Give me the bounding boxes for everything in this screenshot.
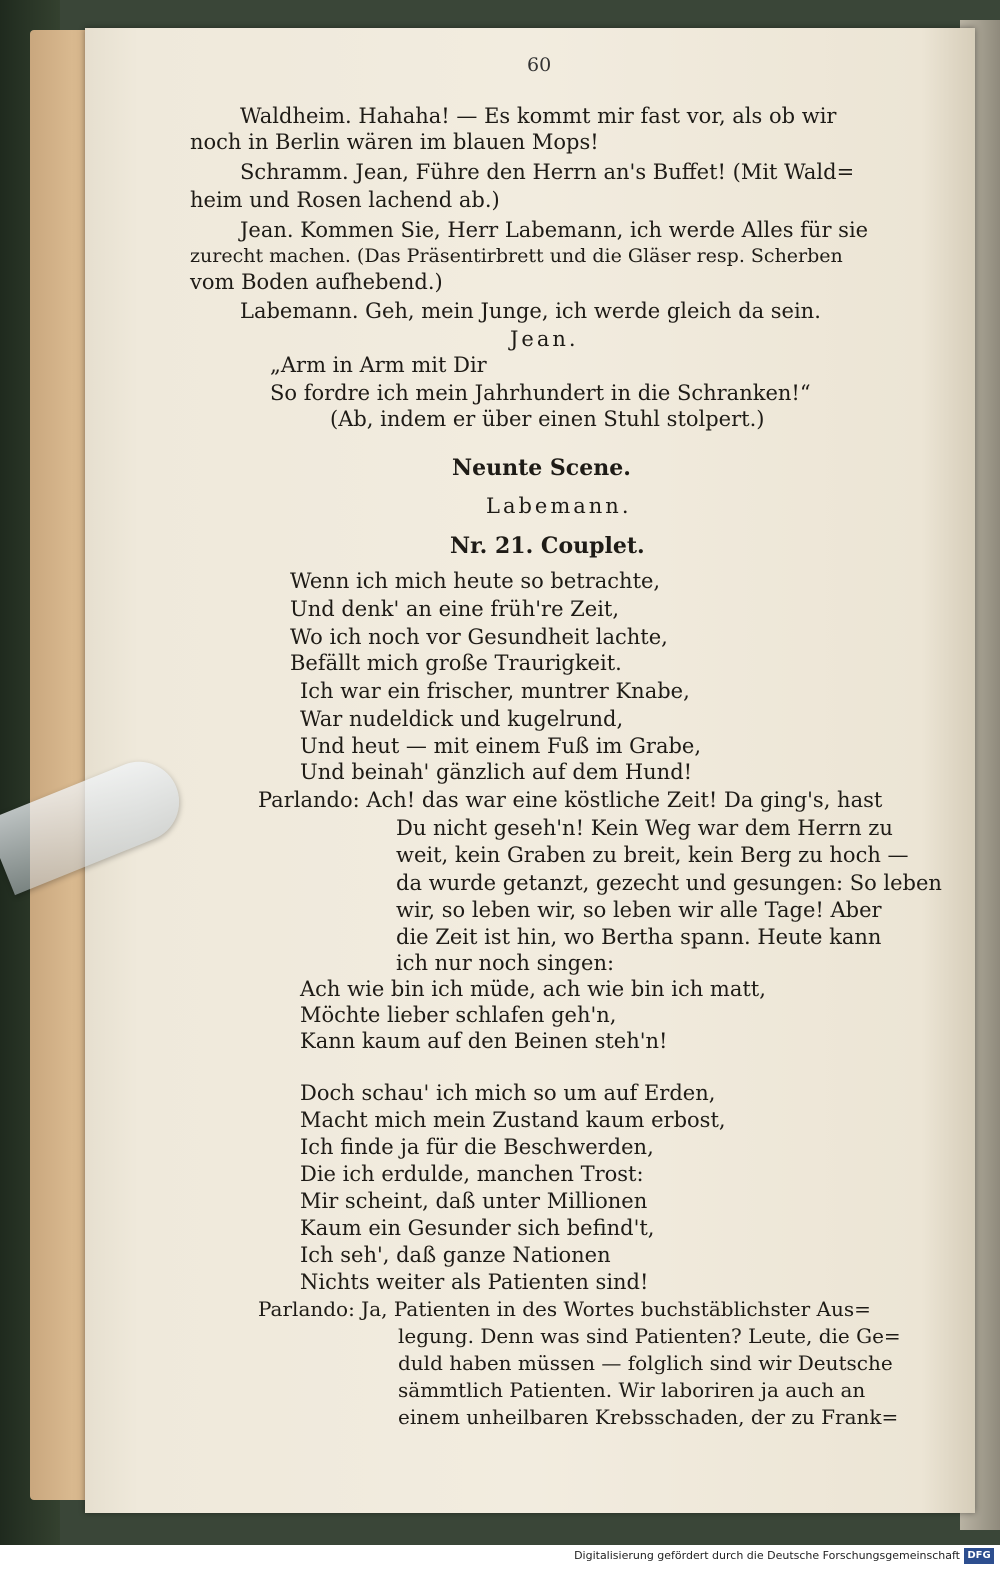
- verse-line: Und heut — mit einem Fuß im Grabe,: [300, 734, 702, 758]
- parlando-line: ich nur noch singen:: [396, 951, 615, 975]
- parlando-line: weit, kein Graben zu breit, kein Berg zu hoch —: [396, 843, 909, 867]
- parlando-line: legung. Denn was sind Patienten? Leute, die Ge=: [398, 1324, 901, 1348]
- verse-line: Ich seh', daß ganze Nationen: [300, 1243, 611, 1267]
- text-line: Jean. Kommen Sie, Herr Labemann, ich werde Alles für sie: [240, 218, 869, 242]
- verse-line: Mir scheint, daß unter Millionen: [300, 1189, 648, 1213]
- parlando-line: die Zeit ist hin, wo Bertha spann. Heute kann: [396, 925, 882, 949]
- speaker-name: Jean.: [510, 327, 579, 351]
- scene-heading: Neunte Scene.: [452, 455, 631, 481]
- dfg-logo: DFG: [964, 1548, 994, 1564]
- parlando-line: duld haben müssen — folglich sind wir Deutsche: [398, 1351, 893, 1375]
- verse-line: Befällt mich große Traurigkeit.: [290, 651, 622, 675]
- parlando-line: Parlando: Ja, Patienten in des Wortes buchstäblichster Aus=: [258, 1297, 871, 1321]
- text-line: Labemann. Geh, mein Junge, ich werde gleich da sein.: [240, 299, 821, 323]
- verse-line: Wenn ich mich heute so betrachte,: [290, 569, 661, 593]
- text-line: heim und Rosen lachend ab.): [190, 188, 500, 212]
- page-number: 60: [527, 54, 552, 76]
- text-line: vom Boden aufhebend.): [190, 270, 443, 294]
- speaker-name: Labemann.: [486, 494, 632, 518]
- verse-line: Wo ich noch vor Gesundheit lachte,: [290, 625, 668, 649]
- text-line: Waldheim. Hahaha! — Es kommt mir fast vor, als ob wir: [240, 104, 837, 128]
- text-line: zurecht machen. (Das Präsentirbrett und die Gläser resp. Scherben: [190, 245, 843, 267]
- song-heading: Nr. 21. Couplet.: [450, 533, 645, 559]
- parlando-line: sämmtlich Patienten. Wir laboriren ja auch an: [398, 1378, 866, 1402]
- verse-line: Ach wie bin ich müde, ach wie bin ich matt,: [300, 977, 766, 1001]
- verse-line: Die ich erdulde, manchen Trost:: [300, 1162, 644, 1186]
- verse-line: Und denk' an eine früh're Zeit,: [290, 597, 620, 621]
- verse-line: War nudeldick und kugelrund,: [300, 707, 624, 731]
- verse-line: Kann kaum auf den Beinen steh'n!: [300, 1029, 668, 1053]
- verse-line: Möchte lieber schlafen geh'n,: [300, 1003, 617, 1027]
- parlando-line: wir, so leben wir, so leben wir alle Tage! Aber: [396, 898, 882, 922]
- text-line: So fordre ich mein Jahrhundert in die Schranken!“: [270, 381, 811, 405]
- verse-line: Ich war ein frischer, muntrer Knabe,: [300, 679, 690, 703]
- text-line: „Arm in Arm mit Dir: [270, 353, 487, 377]
- text-line: (Ab, indem er über einen Stuhl stolpert.): [330, 407, 765, 431]
- parlando-line: Du nicht geseh'n! Kein Weg war dem Herrn zu: [396, 816, 893, 840]
- text-line: noch in Berlin wären im blauen Mops!: [190, 130, 599, 154]
- parlando-line: Parlando: Ach! das war eine köstliche Zeit! Da ging's, hast: [258, 788, 883, 812]
- verse-line: Nichts weiter als Patienten sind!: [300, 1270, 649, 1294]
- verse-line: Macht mich mein Zustand kaum erbost,: [300, 1108, 726, 1132]
- verse-line: Und beinah' gänzlich auf dem Hund!: [300, 760, 693, 784]
- parlando-line: da wurde getanzt, gezecht und gesungen: So leben: [396, 871, 942, 895]
- verse-line: Ich finde ja für die Beschwerden,: [300, 1135, 654, 1159]
- verse-line: Kaum ein Gesunder sich befind't,: [300, 1216, 655, 1240]
- verse-line: Doch schau' ich mich so um auf Erden,: [300, 1081, 716, 1105]
- text-line: Schramm. Jean, Führe den Herrn an's Buffet! (Mit Wald=: [240, 160, 855, 184]
- footer-credit: Digitalisierung gefördert durch die Deutsche Forschungsgemeinschaft: [574, 1549, 960, 1562]
- parlando-line: einem unheilbaren Krebsschaden, der zu Frank=: [398, 1405, 899, 1429]
